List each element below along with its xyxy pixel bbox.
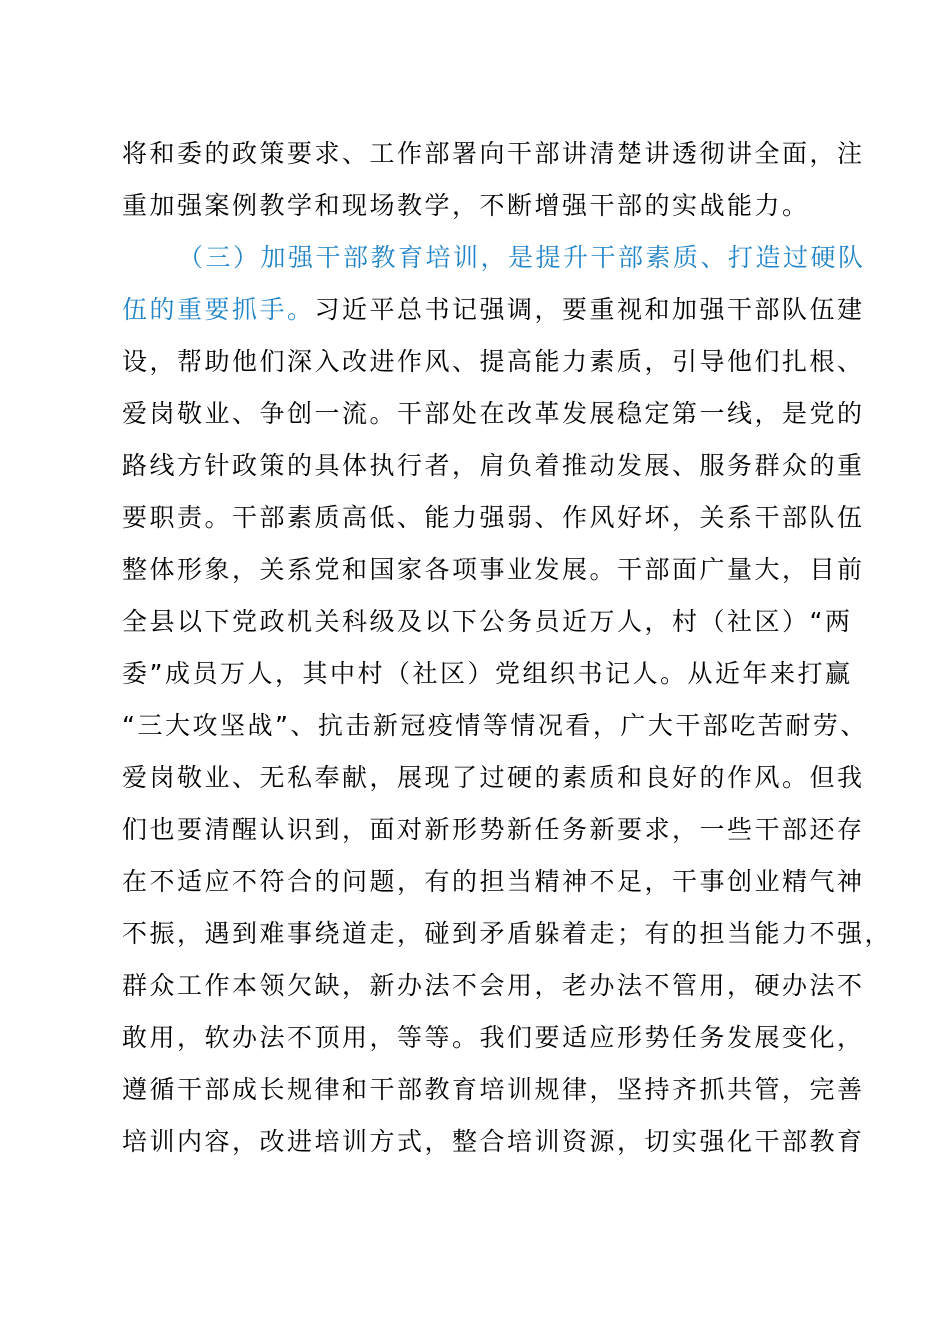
text-line: 全县以下党政机关科级及以下公务员近万人，村（社区）“两	[122, 607, 853, 636]
text-line: 敢用，软办法不顶用，等等。我们要适应形势任务发展变化，	[122, 1023, 865, 1052]
text-line: 委”成员万人，其中村（社区）党组织书记人。从近年来打赢	[122, 659, 853, 688]
text-line: 要职责。干部素质高低、能力强弱、作风好坏，关系干部队伍	[122, 503, 865, 532]
text-line: 在不适应不符合的问题，有的担当精神不足，干事创业精气神	[122, 867, 865, 896]
text-line-continuation: 习近平总书记强调，要重视和加强干部队伍建	[314, 295, 865, 324]
section-heading-line: （三）加强干部教育培训，是提升干部素质、打造过硬队	[178, 243, 866, 272]
text-line: 群众工作本领欠缺，新办法不会用，老办法不管用，硬办法不	[122, 971, 865, 1000]
text-line: “三大攻坚战”、抗击新冠疫情等情况看，广大干部吃苦耐劳、	[122, 711, 868, 740]
text-line: 整体形象，关系党和国家各项事业发展。干部面广量大，目前	[122, 555, 865, 584]
text-line: 爱岗敬业、无私奉献，展现了过硬的素质和良好的作风。但我	[122, 763, 865, 792]
text-line: 设，帮助他们深入改进作风、提高能力素质，引导他们扎根、	[122, 347, 865, 376]
text-line: 爱岗敬业、争创一流。干部处在改革发展稳定第一线，是党的	[122, 399, 865, 428]
text-line: 重加强案例教学和现场教学，不断增强干部的实战能力。	[122, 191, 810, 220]
text-line: 培训内容，改进培训方式，整合培训资源，切实强化干部教育	[122, 1127, 865, 1156]
text-line: 路线方针政策的具体执行者，肩负着推动发展、服务群众的重	[122, 451, 865, 480]
section-heading-end: 伍的重要抓手。	[122, 295, 315, 324]
text-line: 遵循干部成长规律和干部教育培训规律，坚持齐抓共管，完善	[122, 1075, 865, 1104]
mixed-heading-line	[122, 284, 865, 336]
text-line: 不振，遇到难事绕道走，碰到矛盾躲着走；有的担当能力不强，	[122, 919, 893, 948]
text-line: 将和委的政策要求、工作部署向干部讲清楚讲透彻讲全面，注	[122, 139, 865, 168]
body-text	[122, 128, 893, 1168]
text-line: 们也要清醒认识到，面对新形势新任务新要求，一些干部还存	[122, 815, 865, 844]
